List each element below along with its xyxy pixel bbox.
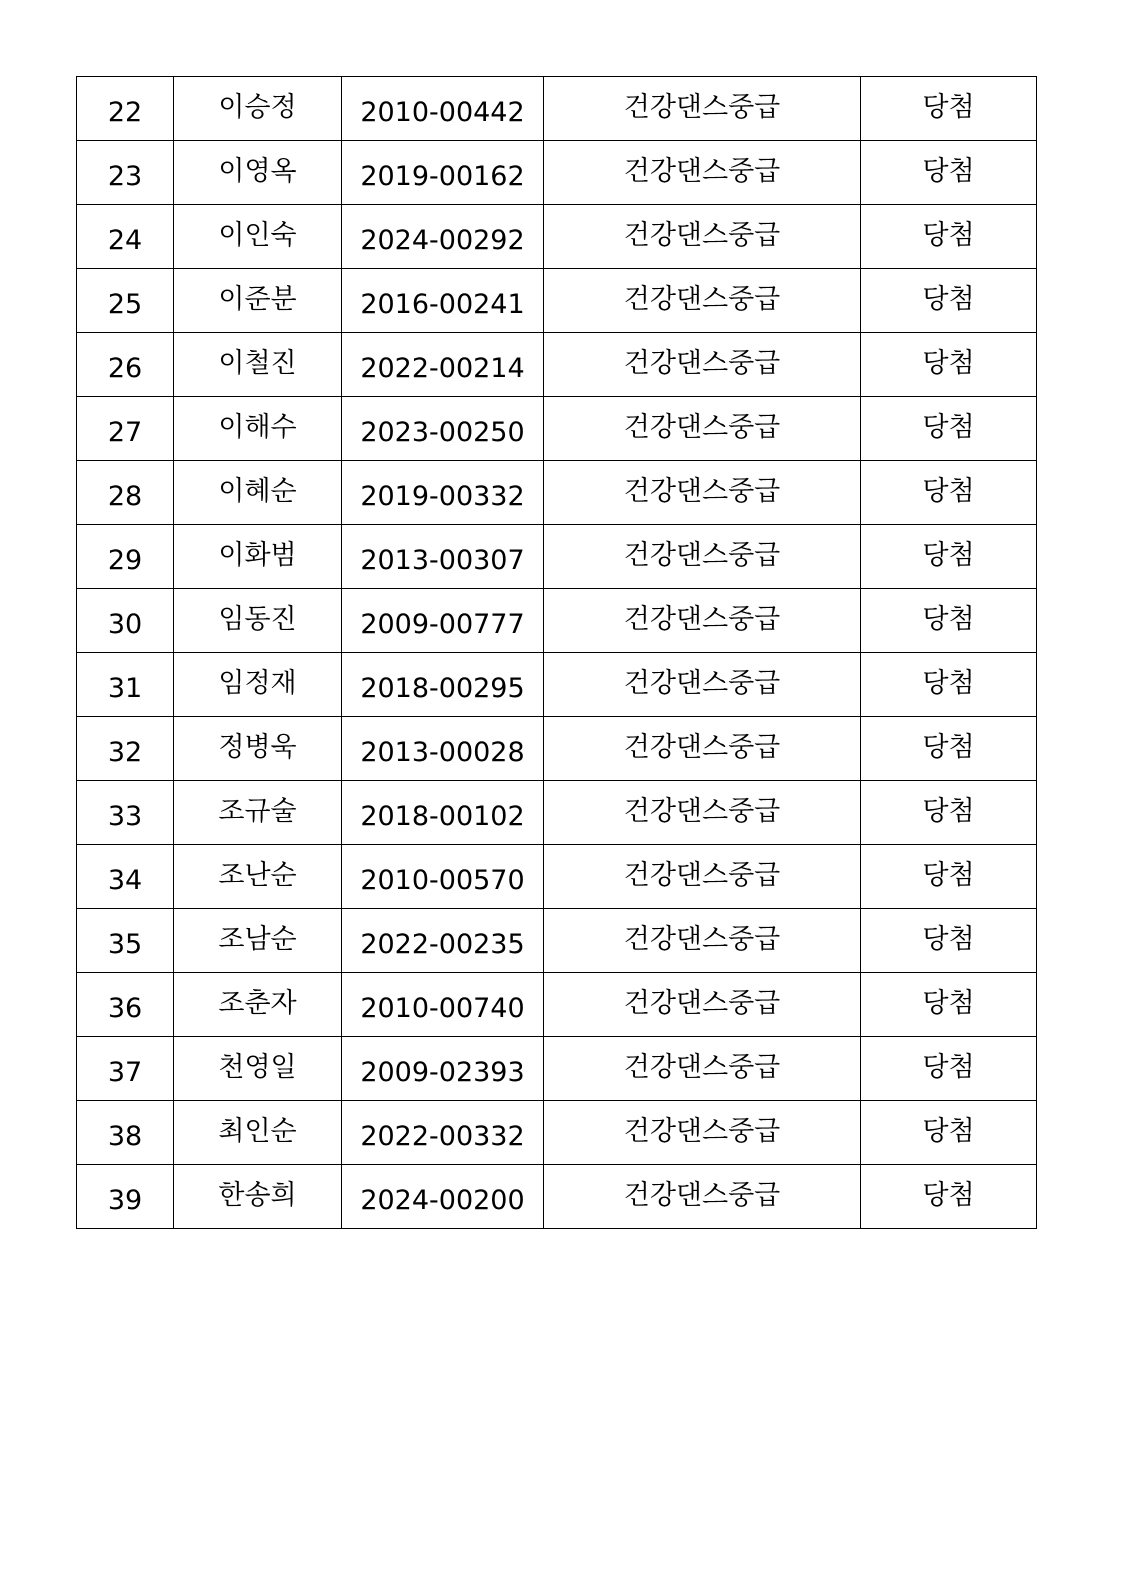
- member-name: 최인순: [174, 1101, 342, 1165]
- table-row: [77, 525, 1037, 589]
- member-id: 2013-00028: [342, 717, 544, 781]
- course-name: 건강댄스중급: [544, 1101, 861, 1165]
- row-number: 22: [77, 77, 174, 141]
- lottery-result: 당첨: [861, 397, 1037, 461]
- lottery-results-table: [76, 76, 1037, 1229]
- row-number: 39: [77, 1165, 174, 1229]
- member-name: 이준분: [174, 269, 342, 333]
- course-name: 건강댄스중급: [544, 781, 861, 845]
- row-number: 24: [77, 205, 174, 269]
- member-id: 2019-00162: [342, 141, 544, 205]
- course-name: 건강댄스중급: [544, 525, 861, 589]
- table-row: [77, 717, 1037, 781]
- member-name: 이승정: [174, 77, 342, 141]
- row-number: 25: [77, 269, 174, 333]
- member-id: 2022-00235: [342, 909, 544, 973]
- course-name: 건강댄스중급: [544, 205, 861, 269]
- member-name: 조춘자: [174, 973, 342, 1037]
- row-number: 27: [77, 397, 174, 461]
- member-name: 조남순: [174, 909, 342, 973]
- member-name: 임정재: [174, 653, 342, 717]
- row-number: 33: [77, 781, 174, 845]
- member-name: 이해수: [174, 397, 342, 461]
- row-number: 30: [77, 589, 174, 653]
- lottery-result: 당첨: [861, 717, 1037, 781]
- table-row: [77, 589, 1037, 653]
- member-name: 이철진: [174, 333, 342, 397]
- table-row: [77, 909, 1037, 973]
- member-id: 2023-00250: [342, 397, 544, 461]
- course-name: 건강댄스중급: [544, 653, 861, 717]
- course-name: 건강댄스중급: [544, 461, 861, 525]
- table-row: [77, 333, 1037, 397]
- table-row: [77, 1037, 1037, 1101]
- row-number: 37: [77, 1037, 174, 1101]
- member-id: 2010-00570: [342, 845, 544, 909]
- course-name: 건강댄스중급: [544, 397, 861, 461]
- member-name: 이혜순: [174, 461, 342, 525]
- course-name: 건강댄스중급: [544, 141, 861, 205]
- member-id: 2010-00740: [342, 973, 544, 1037]
- row-number: 35: [77, 909, 174, 973]
- course-name: 건강댄스중급: [544, 333, 861, 397]
- lottery-result: 당첨: [861, 781, 1037, 845]
- member-id: 2009-00777: [342, 589, 544, 653]
- lottery-result: 당첨: [861, 269, 1037, 333]
- member-id: 2013-00307: [342, 525, 544, 589]
- member-id: 2016-00241: [342, 269, 544, 333]
- member-name: 조난순: [174, 845, 342, 909]
- lottery-result: 당첨: [861, 1037, 1037, 1101]
- course-name: 건강댄스중급: [544, 973, 861, 1037]
- lottery-result: 당첨: [861, 1165, 1037, 1229]
- table-row: [77, 1165, 1037, 1229]
- course-name: 건강댄스중급: [544, 1165, 861, 1229]
- member-name: 한송희: [174, 1165, 342, 1229]
- course-name: 건강댄스중급: [544, 845, 861, 909]
- course-name: 건강댄스중급: [544, 77, 861, 141]
- lottery-result: 당첨: [861, 589, 1037, 653]
- member-id: 2010-00442: [342, 77, 544, 141]
- table-row: [77, 205, 1037, 269]
- row-number: 23: [77, 141, 174, 205]
- course-name: 건강댄스중급: [544, 1037, 861, 1101]
- row-number: 26: [77, 333, 174, 397]
- lottery-result: 당첨: [861, 333, 1037, 397]
- lottery-result: 당첨: [861, 141, 1037, 205]
- row-number: 36: [77, 973, 174, 1037]
- lottery-result: 당첨: [861, 461, 1037, 525]
- member-id: 2019-00332: [342, 461, 544, 525]
- lottery-result: 당첨: [861, 973, 1037, 1037]
- member-name: 이인숙: [174, 205, 342, 269]
- table-row: [77, 1101, 1037, 1165]
- member-id: 2022-00214: [342, 333, 544, 397]
- member-name: 천영일: [174, 1037, 342, 1101]
- member-name: 조규술: [174, 781, 342, 845]
- row-number: 32: [77, 717, 174, 781]
- member-name: 임동진: [174, 589, 342, 653]
- member-id: 2018-00295: [342, 653, 544, 717]
- table-row: [77, 653, 1037, 717]
- member-id: 2024-00200: [342, 1165, 544, 1229]
- table-row: [77, 141, 1037, 205]
- table-row: [77, 781, 1037, 845]
- table-row: [77, 973, 1037, 1037]
- row-number: 38: [77, 1101, 174, 1165]
- member-id: 2009-02393: [342, 1037, 544, 1101]
- table-row: [77, 269, 1037, 333]
- member-name: 이화범: [174, 525, 342, 589]
- row-number: 29: [77, 525, 174, 589]
- lottery-result: 당첨: [861, 525, 1037, 589]
- table-row: [77, 461, 1037, 525]
- lottery-result: 당첨: [861, 77, 1037, 141]
- table-row: [77, 397, 1037, 461]
- lottery-result: 당첨: [861, 845, 1037, 909]
- lottery-result: 당첨: [861, 909, 1037, 973]
- member-name: 이영옥: [174, 141, 342, 205]
- member-id: 2024-00292: [342, 205, 544, 269]
- member-id: 2018-00102: [342, 781, 544, 845]
- course-name: 건강댄스중급: [544, 269, 861, 333]
- lottery-result: 당첨: [861, 205, 1037, 269]
- member-id: 2022-00332: [342, 1101, 544, 1165]
- member-name: 정병욱: [174, 717, 342, 781]
- row-number: 28: [77, 461, 174, 525]
- course-name: 건강댄스중급: [544, 589, 861, 653]
- row-number: 31: [77, 653, 174, 717]
- row-number: 34: [77, 845, 174, 909]
- table-row: [77, 845, 1037, 909]
- results-table-body: [77, 77, 1037, 1229]
- lottery-result: 당첨: [861, 653, 1037, 717]
- lottery-result: 당첨: [861, 1101, 1037, 1165]
- course-name: 건강댄스중급: [544, 717, 861, 781]
- table-row: [77, 77, 1037, 141]
- course-name: 건강댄스중급: [544, 909, 861, 973]
